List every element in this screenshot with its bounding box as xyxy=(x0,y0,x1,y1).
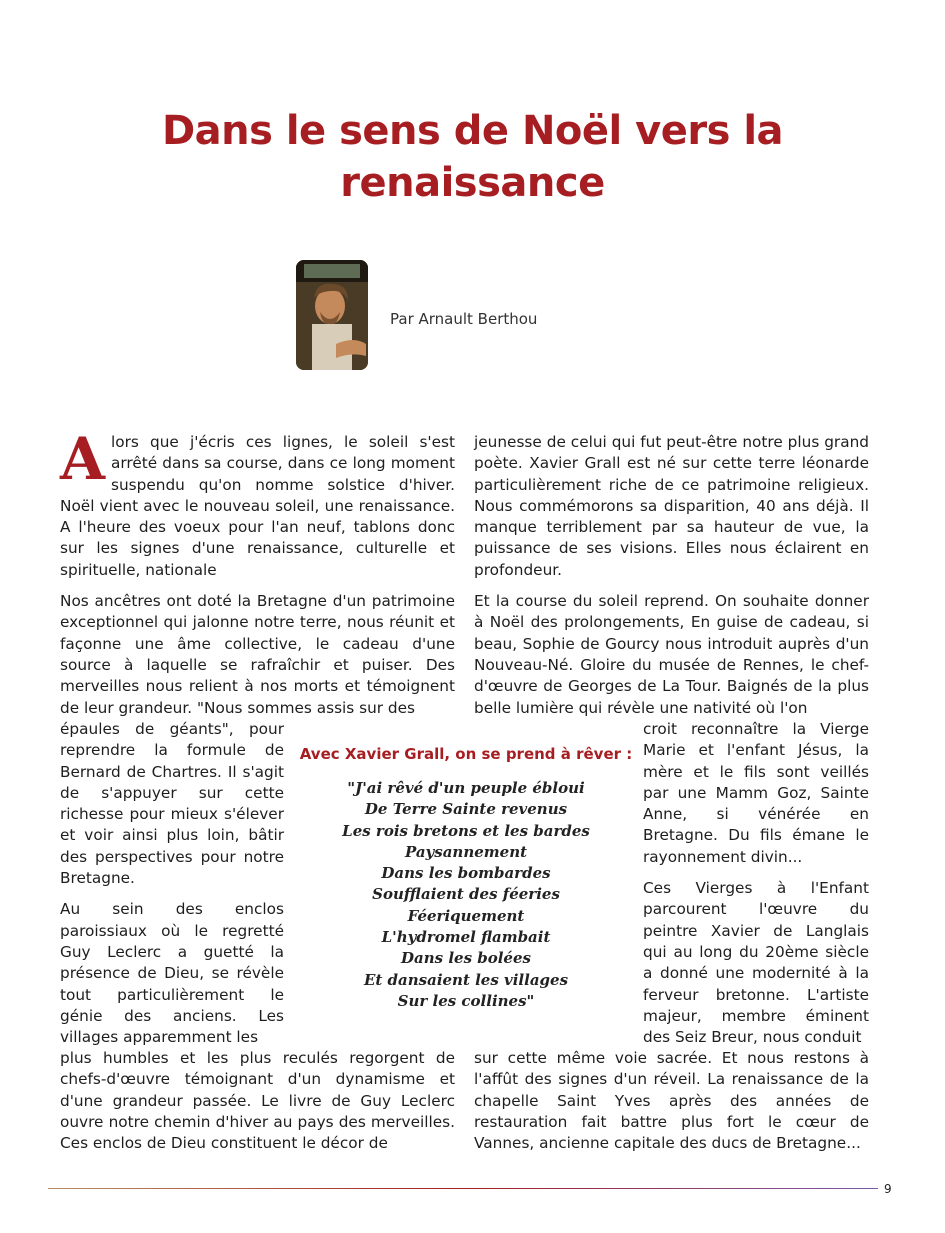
poem-line: Et dansaient les villages xyxy=(363,970,569,989)
poem-line: Sur les collines" xyxy=(397,991,535,1010)
drop-cap: A xyxy=(60,425,106,493)
paragraph-saint-yves: sur cette même voie sacrée. Et nous restons à l'affût des signes d'un réveil. La renaissance de la chapelle Saint Yves après des années de restauration fait battre plus fort le cœur de Vannes, ancienne capitale des ducs de Bretagne... xyxy=(474,1049,869,1153)
poem-line: Féeriquement xyxy=(407,906,525,925)
poem-line: De Terre Sainte revenus xyxy=(364,800,568,819)
paragraph-langlais: Ces Vierges à l'Enfant parcourent l'œuvre du peintre Xavier de Langlais qui au long du 20ème siècle a donné une modernité à la ferveur bretonne. L'artiste majeur, membre éminent des Seiz Breur, nous conduit xyxy=(643,879,869,1047)
page-number: 9 xyxy=(884,1182,892,1196)
left-column xyxy=(60,425,455,719)
paragraph-vierge: croit reconnaître la Vierge Marie et l'enfant Jésus, la mère et le fils sont veillés par une Mamm Goz, Sainte Anne, si vénérée en Bretagne. Du fils émane le rayonnement divin... xyxy=(643,720,869,866)
poem-line: Dans les bolées xyxy=(401,949,531,968)
author-photo xyxy=(296,260,368,370)
article-title xyxy=(60,105,885,209)
left-bottom-column xyxy=(60,1048,455,1154)
poem-line: Les rois bretons et les bardes xyxy=(342,821,590,840)
poem-line: L'hydromel flambait xyxy=(381,928,551,947)
right-bottom-column xyxy=(474,1048,869,1154)
poem-line: Dans les bombardes xyxy=(381,864,551,883)
poem-line: Paysannement xyxy=(404,842,528,861)
paragraph-giants: épaules de géants", pour reprendre la formule de Bernard de Chartres. Il s'agit de s'appuyer sur cette richesse pour mieux s'élever et voir ainsi plus loin, bâtir des perspectives pour notre Bretagne. xyxy=(60,720,284,888)
paragraph-enclos: Au sein des enclos paroissiaux où le regretté Guy Leclerc a guetté la présence de Dieu, se révèle tout particulièrement le génie des anciens. Les villages apparemment les xyxy=(60,900,284,1047)
byline: Par Arnault Berthou xyxy=(390,310,538,328)
title-line-1: Dans le sens de Noël vers la xyxy=(161,108,784,154)
paragraph-humble-villages: plus humbles et les plus reculés regorgent de chefs-d'œuvre témoignant d'un dynamisme et d'une grandeur passée. Le livre de Guy Leclerc ouvre notre chemin d'hiver au pays des merveilles. Ces enclos de Dieu constituent le décor de xyxy=(60,1049,455,1153)
paragraph-grall: jeunesse de celui qui fut peut-être notre plus grand poète. Xavier Grall est né sur cette terre léonarde particulièrement riche de ce patrimoine religieux. Nous commémorons sa disparition, 40 ans déjà. Il manque terriblement par sa hauteur de vue, la puissance de ses visions. Elles nous éclairent en profondeur. xyxy=(474,433,869,579)
right-narrow-column xyxy=(643,719,869,1048)
pull-quote-title: Avec Xavier Grall, on se prend à rêver : xyxy=(299,745,633,763)
title-line-2: renaissance xyxy=(340,160,605,206)
footer-rule xyxy=(48,1188,878,1189)
right-column xyxy=(474,432,869,719)
left-narrow-column xyxy=(60,719,284,1048)
paragraph-intro: lors que j'écris ces lignes, le soleil s'est arrêté dans sa course, dans ce long moment suspendu qu'on nomme solstice d'hiver. Noël vient avec le nouveau soleil, une renaissance. A l'heure des voeux pour l'an neuf, tablons donc sur les signes d'une renaissance, culturelle et spirituelle, nationale xyxy=(60,433,455,579)
author-portrait-image xyxy=(296,260,368,370)
poem-line: "J'ai rêvé d'un peuple ébloui xyxy=(347,779,585,797)
paragraph-ancestors: Nos ancêtres ont doté la Bretagne d'un patrimoine exceptionnel qui jalonne notre terre, nous réunit et façonne une âme collective, le cadeau d'une source à laquelle se rafraîchir et puiser. Des merveilles nous relient à nos morts et témoignent de leur grandeur. "Nous sommes assis sur des xyxy=(60,592,455,717)
pull-quote-poem xyxy=(298,778,634,1012)
paragraph-sun-course: Et la course du soleil reprend. On souhaite donner à Noël des prolongements, En guise de cadeau, si beau, Sophie de Gourcy nous introduit auprès d'un Nouveau-Né. Gloire du musée de Rennes, le chef-d'œuvre de Georges de La Tour. Baignés de la plus belle lumière qui révèle une nativité où l'on xyxy=(474,592,869,717)
pull-quote xyxy=(298,745,634,1012)
poem-line: Soufflaient des féeries xyxy=(372,885,560,904)
